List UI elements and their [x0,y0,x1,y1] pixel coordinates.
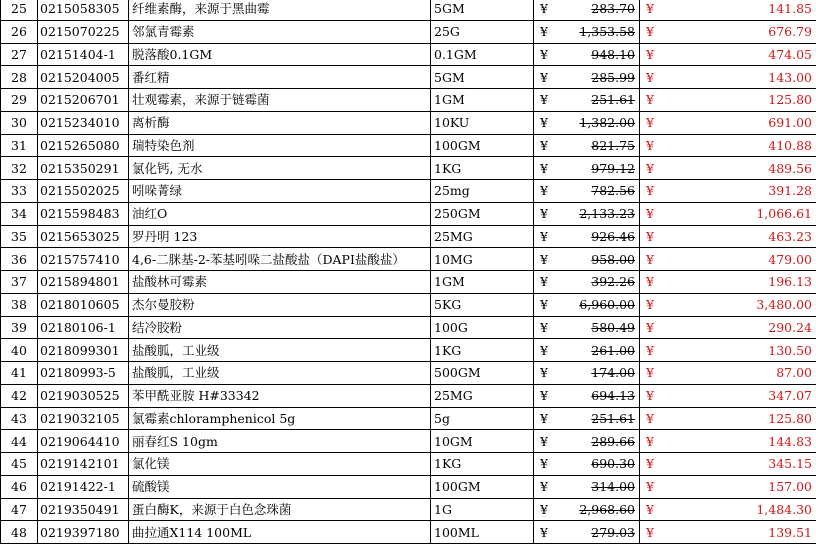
table-row [1,316,816,339]
discount-price-cell [640,202,816,225]
currency-symbol: ¥ [540,319,548,335]
row-number-cell: 28 [1,66,38,89]
product-code-cell: 0215206701 [38,89,129,112]
spec-cell: 10GM [431,430,534,453]
row-number-cell: 26 [1,20,38,43]
spec-cell: 100ML [431,521,534,544]
product-name-cell: 氯霉素chloramphenicol 5g [129,407,431,430]
row-number-cell: 33 [1,180,38,203]
discount-price-value: 143.00 [768,69,812,85]
product-name-cell: 纤维素酶，来源于黑曲霉 [129,0,431,20]
currency-symbol: ¥ [540,137,548,153]
currency-symbol: ¥ [540,479,548,495]
spec-cell: 1GM [431,271,534,294]
discount-price-cell [640,157,816,180]
original-price-value: 251.61 [591,92,635,108]
currency-symbol: ¥ [540,251,548,267]
row-number-cell: 44 [1,430,38,453]
product-code-cell: 0215350291 [38,157,129,180]
table-row [1,89,816,112]
currency-symbol: ¥ [540,524,548,540]
currency-symbol: ¥ [540,342,548,358]
original-price-value: 2,968.60 [579,501,635,517]
product-name-cell: 瑞特染色剂 [129,134,431,157]
spec-cell: 25G [431,20,534,43]
product-name-cell: 盐酸林可霉素 [129,271,431,294]
product-name-cell: 盐酸胍，工业级 [129,362,431,385]
original-price-value: 1,353.58 [579,24,635,40]
discount-price-cell [640,180,816,203]
currency-symbol: ¥ [646,92,654,108]
discount-price-cell [640,384,816,407]
product-code-cell: 0219142101 [38,453,129,476]
original-price-cell [534,20,640,43]
currency-symbol: ¥ [540,206,548,222]
original-price-value: 261.00 [591,342,635,358]
row-number-cell: 38 [1,293,38,316]
row-number-cell: 48 [1,521,38,544]
original-price-value: 283.70 [591,1,635,17]
product-code-cell: 0219350491 [38,498,129,521]
currency-symbol: ¥ [646,69,654,85]
discount-price-value: 290.24 [768,319,812,335]
table-row [1,180,816,203]
original-price-cell [534,339,640,362]
discount-price-cell [640,89,816,112]
currency-symbol: ¥ [646,501,654,517]
original-price-value: 958.00 [591,251,635,267]
discount-price-value: 196.13 [768,274,812,290]
product-name-cell: 油红O [129,202,431,225]
spec-cell: 5GM [431,0,534,20]
spec-cell: 5KG [431,293,534,316]
original-price-cell [534,248,640,271]
currency-symbol: ¥ [540,115,548,131]
currency-symbol: ¥ [540,24,548,40]
original-price-value: 6,960.00 [579,297,635,313]
product-name-cell: 脱落酸0.1GM [129,43,431,66]
discount-price-value: 463.23 [768,228,812,244]
discount-price-value: 474.05 [768,46,812,62]
currency-symbol: ¥ [540,365,548,381]
product-name-cell: 硫酸镁 [129,475,431,498]
row-number-cell: 27 [1,43,38,66]
original-price-value: 2,133.23 [579,206,635,222]
discount-price-cell [640,430,816,453]
product-code-cell: 0215234010 [38,111,129,134]
discount-price-value: 479.00 [768,251,812,267]
table-row [1,293,816,316]
discount-price-cell [640,248,816,271]
spec-cell: 100GM [431,134,534,157]
product-code-cell: 0215502025 [38,180,129,203]
product-name-cell: 杰尔曼胶粉 [129,293,431,316]
discount-price-cell [640,43,816,66]
original-price-cell [534,293,640,316]
product-name-cell: 罗丹明 123 [129,225,431,248]
row-number-cell: 43 [1,407,38,430]
currency-symbol: ¥ [540,160,548,176]
currency-symbol: ¥ [646,365,654,381]
original-price-cell [534,384,640,407]
product-code-cell: 02151404-1 [38,43,129,66]
original-price-cell [534,521,640,544]
product-code-cell: 0215058305 [38,0,129,20]
product-code-cell: 0215204005 [38,66,129,89]
row-number-cell: 36 [1,248,38,271]
discount-price-cell [640,316,816,339]
table-row [1,475,816,498]
product-code-cell: 02191422-1 [38,475,129,498]
original-price-cell [534,43,640,66]
spec-cell: 0.1GM [431,43,534,66]
original-price-value: 580.49 [591,319,635,335]
original-price-cell [534,180,640,203]
product-code-cell: 0215653025 [38,225,129,248]
product-code-cell: 0218099301 [38,339,129,362]
discount-price-value: 144.83 [768,433,812,449]
original-price-cell [534,202,640,225]
row-number-cell: 40 [1,339,38,362]
spec-cell: 1G [431,498,534,521]
discount-price-value: 345.15 [768,456,812,472]
currency-symbol: ¥ [540,274,548,290]
currency-symbol: ¥ [540,69,548,85]
currency-symbol: ¥ [646,524,654,540]
spec-cell: 500GM [431,362,534,385]
product-name-cell: 结冷胶粉 [129,316,431,339]
table-row [1,134,816,157]
table-row [1,339,816,362]
currency-symbol: ¥ [646,1,654,17]
currency-symbol: ¥ [646,46,654,62]
original-price-value: 314.00 [591,479,635,495]
discount-price-cell [640,521,816,544]
original-price-value: 782.56 [591,183,635,199]
product-name-cell: 吲哚菁绿 [129,180,431,203]
table-row [1,384,816,407]
currency-symbol: ¥ [540,410,548,426]
table-row [1,202,816,225]
discount-price-cell [640,66,816,89]
product-name-cell: 4,6-二脒基-2-苯基吲哚二盐酸盐（DAPI盐酸盐） [129,248,431,271]
table-row [1,225,816,248]
price-table-body [1,0,816,544]
row-number-cell: 42 [1,384,38,407]
table-row [1,66,816,89]
table-row [1,20,816,43]
currency-symbol: ¥ [646,24,654,40]
original-price-cell [534,0,640,20]
discount-price-cell [640,293,816,316]
original-price-value: 694.13 [591,388,635,404]
currency-symbol: ¥ [646,297,654,313]
original-price-value: 926.46 [591,228,635,244]
product-code-cell: 02180993-5 [38,362,129,385]
discount-price-value: 87.00 [776,365,812,381]
original-price-cell [534,66,640,89]
original-price-value: 690.30 [591,456,635,472]
currency-symbol: ¥ [646,388,654,404]
original-price-cell [534,453,640,476]
original-price-value: 948.10 [591,46,635,62]
discount-price-value: 130.50 [768,342,812,358]
spec-cell: 10MG [431,248,534,271]
row-number-cell: 45 [1,453,38,476]
discount-price-cell [640,111,816,134]
discount-price-cell [640,407,816,430]
currency-symbol: ¥ [646,410,654,426]
discount-price-cell [640,134,816,157]
product-name-cell: 蛋白酶K，来源于白色念珠菌 [129,498,431,521]
row-number-cell: 37 [1,271,38,294]
spec-cell: 25mg [431,180,534,203]
table-row [1,0,816,20]
original-price-cell [534,271,640,294]
original-price-value: 289.66 [591,433,635,449]
product-code-cell: 0219064410 [38,430,129,453]
discount-price-cell [640,339,816,362]
discount-price-value: 141.85 [768,1,812,17]
spec-cell: 100GM [431,475,534,498]
original-price-cell [534,475,640,498]
currency-symbol: ¥ [646,251,654,267]
discount-price-value: 1,484.30 [756,501,812,517]
spec-cell: 25MG [431,384,534,407]
discount-price-cell [640,225,816,248]
product-name-cell: 壮观霉素，来源于链霉菌 [129,89,431,112]
currency-symbol: ¥ [540,46,548,62]
product-code-cell: 0219397180 [38,521,129,544]
table-row [1,248,816,271]
product-name-cell: 番红精 [129,66,431,89]
spec-cell: 10KU [431,111,534,134]
table-row [1,498,816,521]
spec-cell: 1KG [431,157,534,180]
original-price-cell [534,111,640,134]
currency-symbol: ¥ [540,228,548,244]
currency-symbol: ¥ [646,456,654,472]
row-number-cell: 30 [1,111,38,134]
original-price-value: 251.61 [591,410,635,426]
currency-symbol: ¥ [646,319,654,335]
discount-price-value: 125.80 [768,410,812,426]
currency-symbol: ¥ [646,479,654,495]
table-row [1,43,816,66]
currency-symbol: ¥ [540,297,548,313]
row-number-cell: 29 [1,89,38,112]
product-name-cell: 氯化镁 [129,453,431,476]
discount-price-value: 410.88 [768,137,812,153]
discount-price-cell [640,498,816,521]
original-price-cell [534,430,640,453]
spec-cell: 1GM [431,89,534,112]
spec-cell: 1KG [431,339,534,362]
product-code-cell: 0215894801 [38,271,129,294]
currency-symbol: ¥ [646,206,654,222]
original-price-value: 279.03 [591,524,635,540]
discount-price-value: 1,066.61 [756,206,812,222]
spec-cell: 250GM [431,202,534,225]
currency-symbol: ¥ [646,274,654,290]
currency-symbol: ¥ [646,228,654,244]
currency-symbol: ¥ [646,137,654,153]
currency-symbol: ¥ [646,183,654,199]
table-row [1,111,816,134]
product-code-cell: 0218010605 [38,293,129,316]
original-price-cell [534,498,640,521]
currency-symbol: ¥ [646,115,654,131]
currency-symbol: ¥ [646,433,654,449]
original-price-value: 821.75 [591,137,635,153]
original-price-cell [534,134,640,157]
product-name-cell: 离析酶 [129,111,431,134]
currency-symbol: ¥ [540,433,548,449]
spec-cell: 5g [431,407,534,430]
row-number-cell: 32 [1,157,38,180]
product-name-cell: 曲拉通X114 100ML [129,521,431,544]
currency-symbol: ¥ [540,501,548,517]
product-code-cell: 0215265080 [38,134,129,157]
original-price-value: 1,382.00 [579,115,635,131]
discount-price-cell [640,20,816,43]
product-code-cell: 0215757410 [38,248,129,271]
discount-price-value: 391.28 [768,183,812,199]
table-row [1,521,816,544]
product-code-cell: 0215598483 [38,202,129,225]
row-number-cell: 47 [1,498,38,521]
discount-price-value: 489.56 [768,160,812,176]
row-number-cell: 39 [1,316,38,339]
currency-symbol: ¥ [646,342,654,358]
currency-symbol: ¥ [540,183,548,199]
discount-price-value: 347.07 [768,388,812,404]
discount-price-value: 139.51 [768,524,812,540]
table-row [1,407,816,430]
table-row [1,362,816,385]
row-number-cell: 25 [1,0,38,20]
discount-price-value: 125.80 [768,92,812,108]
original-price-cell [534,407,640,430]
table-row [1,157,816,180]
original-price-value: 285.99 [591,69,635,85]
row-number-cell: 31 [1,134,38,157]
product-code-cell: 0219030525 [38,384,129,407]
product-name-cell: 邻氯青霉素 [129,20,431,43]
row-number-cell: 34 [1,202,38,225]
original-price-cell [534,89,640,112]
discount-price-value: 157.00 [768,479,812,495]
row-number-cell: 35 [1,225,38,248]
row-number-cell: 46 [1,475,38,498]
product-code-cell: 02180106-1 [38,316,129,339]
discount-price-cell [640,362,816,385]
product-code-cell: 0219032105 [38,407,129,430]
currency-symbol: ¥ [540,388,548,404]
discount-price-value: 3,480.00 [756,297,812,313]
currency-symbol: ¥ [540,1,548,17]
original-price-cell [534,225,640,248]
original-price-value: 174.00 [591,365,635,381]
product-name-cell: 丽春红S 10gm [129,430,431,453]
original-price-value: 392.26 [591,274,635,290]
product-code-cell: 0215070225 [38,20,129,43]
spec-cell: 25MG [431,225,534,248]
table-row [1,453,816,476]
currency-symbol: ¥ [540,456,548,472]
table-row [1,271,816,294]
product-name-cell: 氯化钙, 无水 [129,157,431,180]
table-row [1,430,816,453]
discount-price-cell [640,0,816,20]
product-name-cell: 苯甲酰亚胺 H#33342 [129,384,431,407]
discount-price-cell [640,271,816,294]
discount-price-cell [640,475,816,498]
original-price-value: 979.12 [591,160,635,176]
currency-symbol: ¥ [540,92,548,108]
spec-cell: 5GM [431,66,534,89]
spec-cell: 1KG [431,453,534,476]
row-number-cell: 41 [1,362,38,385]
original-price-cell [534,316,640,339]
product-name-cell: 盐酸胍，工业级 [129,339,431,362]
currency-symbol: ¥ [646,160,654,176]
spec-cell: 100G [431,316,534,339]
original-price-cell [534,362,640,385]
discount-price-value: 676.79 [768,24,812,40]
discount-price-value: 691.00 [768,115,812,131]
discount-price-cell [640,453,816,476]
original-price-cell [534,157,640,180]
